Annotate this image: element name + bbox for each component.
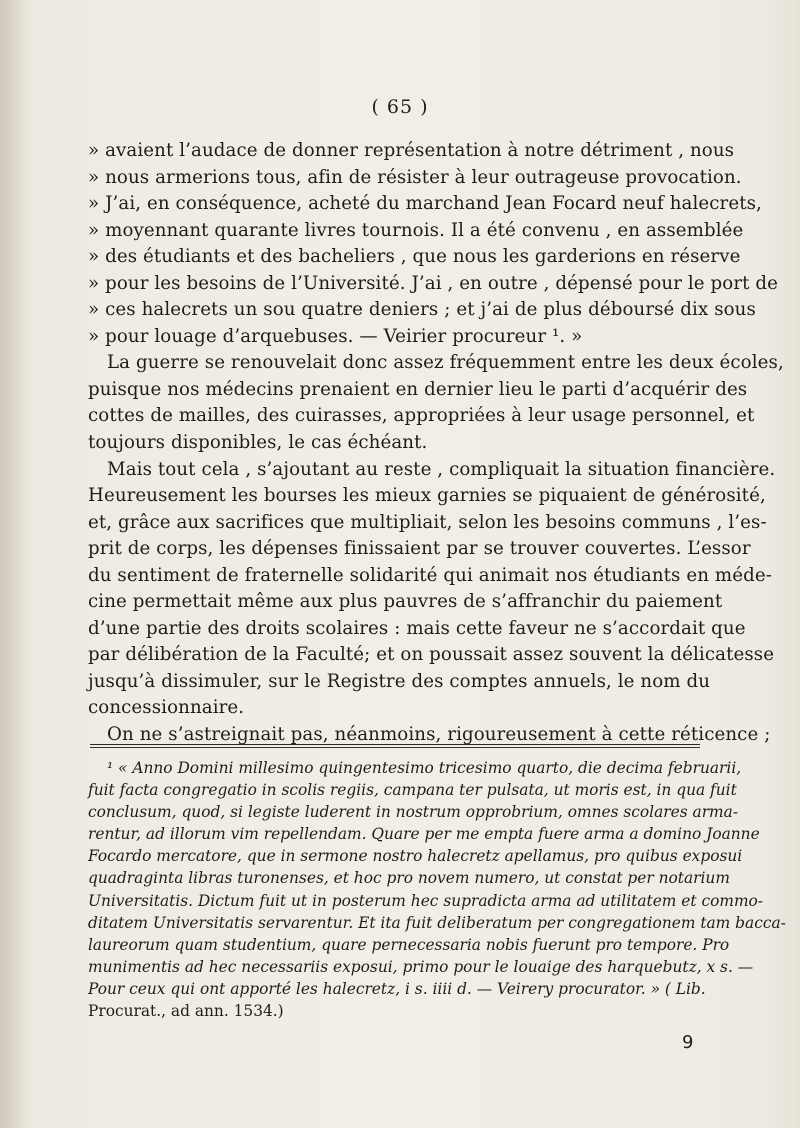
footnote-line: fuit facta congregatio in scolis regiis, campana ter pulsata, ut moris est, in qua fuit [88, 781, 737, 800]
text-line: » moyennant quarante livres tournois. Il a été convenu , en assemblée [88, 219, 744, 241]
text-line: Heureusement les bourses les mieux garnies se piquaient de générosité, [88, 485, 766, 507]
text-line: toujours disponibles, le cas échéant. [88, 432, 428, 454]
text-line: par délibération de la Faculté; et on poussait assez souvent la délicatesse [88, 644, 775, 666]
text-line: puisque nos médecins prenaient en dernier lieu le parti d’acquérir des [88, 378, 748, 400]
text-line: On ne s’astreignait pas, néanmoins, rigoureusement à cette réticence ; [107, 724, 771, 746]
footnote-line: conclusum, quod, si legiste luderent in nostrum opprobrium, omnes scolares arma- [88, 803, 739, 822]
text-line: » avaient l’audace de donner représentation à notre détriment , nous [88, 140, 735, 161]
footnote-line: munimentis ad hec necessariis exposui, primo pour le louaige des harquebutz, x s. — [88, 957, 754, 976]
footnote-line: rentur, ad illorum vim repellendam. Quare per me empta fuere arma a domino Joanne [88, 825, 760, 844]
text-line: jusqu’à dissimuler, sur le Registre des comptes annuels, le nom du [88, 670, 711, 692]
footnote-line: laureorum quam studentium, quare pernecessaria nobis fuerunt pro tempore. Pro [88, 935, 730, 954]
text-line: et, grâce aux sacrifices que multipliait, selon les besoins communs , l’es- [88, 511, 767, 533]
footnote-line: Procurat., ad ann. 1534.) [88, 1002, 284, 1021]
main-text [88, 138, 784, 749]
text-line: d’une partie des droits scolaires : mais cette faveur ne s’accordait que [88, 617, 746, 639]
footnote-line: ditatem Universitatis servarentur. Et ita fuit deliberatum per congregationem tam bacca- [88, 913, 786, 932]
footnote-line: Pour ceux qui ont apporté les halecretz, i s. iiii d. — Veirery procurator. » ( Lib. [88, 979, 706, 998]
text-line: » des étudiants et des bacheliers , que nous les garderions en réserve [88, 246, 741, 268]
page-edge-shadow [0, 0, 30, 1128]
footnote-line: Focardo mercatore, que in sermone nostro halecretz apellamus, pro quibus exposui [88, 847, 743, 866]
text-line: concessionnaire. [88, 697, 245, 719]
footnote-line: Universitatis. Dictum fuit ut in posterum hec supradicta arma ad utilitatem et commo- [88, 891, 764, 910]
text-line: Mais tout cela , s’ajoutant au reste , compliquait la situation financière. [107, 458, 776, 480]
footnote-line: ¹ « Anno Domini millesimo quingentesimo tricesimo quarto, die decima februarii, [107, 759, 742, 777]
footnote-separator [90, 744, 700, 745]
text-line: La guerre se renouvelait donc assez fréquemment entre les deux écoles, [107, 352, 784, 374]
text-line: » nous armerions tous, afin de résister à leur outrageuse provocation. [88, 166, 742, 188]
footnote [88, 757, 786, 1022]
text-line: cine permettait même aux plus pauvres de s’affranchir du paiement [88, 591, 723, 613]
text-line: du sentiment de fraternelle solidarité qui animait nos étudiants en méde- [88, 564, 772, 586]
text-line: prit de corps, les dépenses finissaient par se trouver couvertes. L’essor [88, 538, 751, 560]
page-number: ( 65 ) [371, 96, 429, 118]
text-line: » J’ai, en conséquence, acheté du marchand Jean Focard neuf halecrets, [88, 193, 762, 215]
signature-mark: 9 [682, 1032, 694, 1053]
footnote-separator-double [90, 747, 700, 748]
text-line: cottes de mailles, des cuirasses, appropriées à leur usage personnel, et [88, 405, 755, 427]
text-line: » ces halecrets un sou quatre deniers ; et j’ai de plus déboursé dix sous [88, 299, 756, 321]
text-line: » pour louage d’arquebuses. — Veirier procureur ¹. » [88, 325, 583, 347]
text-line: » pour les besoins de l’Université. J’ai , en outre , dépensé pour le port de [88, 272, 779, 294]
footnote-line: quadraginta libras turonenses, et hoc pro novem numero, ut constat per notarium [88, 869, 730, 888]
